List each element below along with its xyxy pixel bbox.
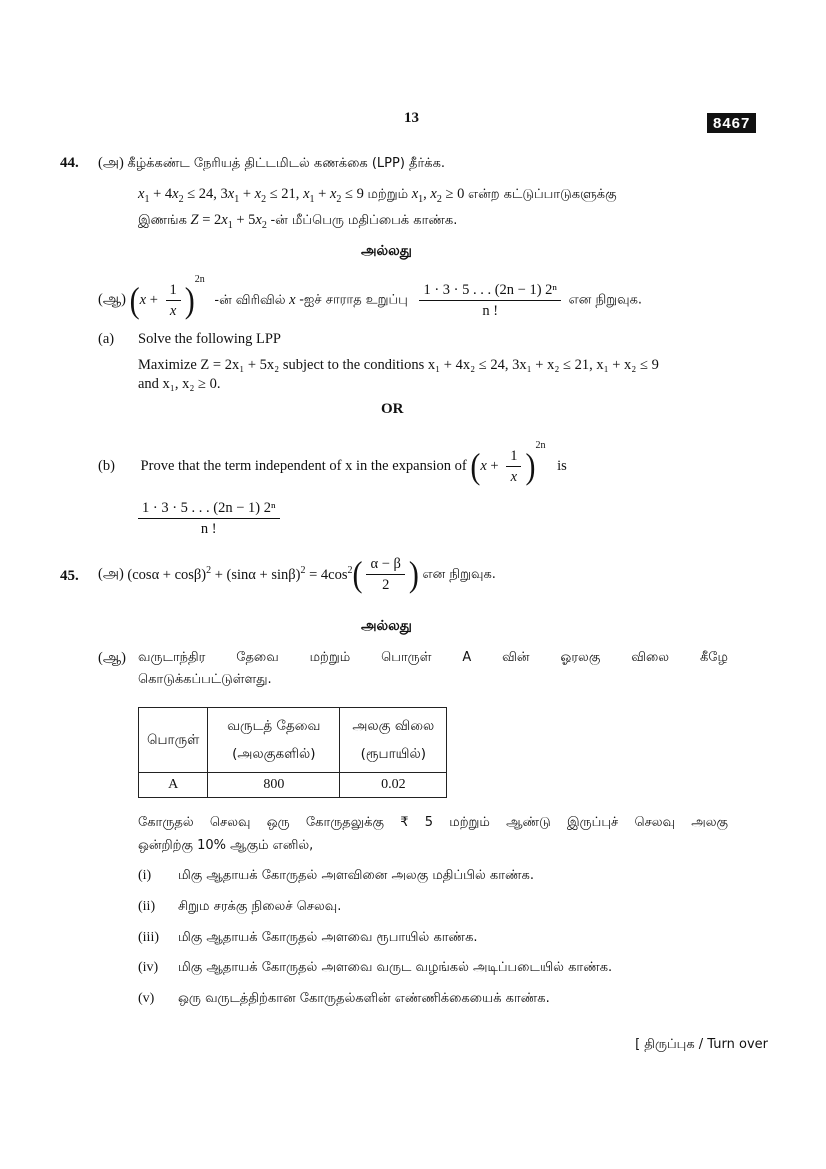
q44-en-a-title: Solve the following LPP (138, 331, 281, 347)
table-header-item: பொருள் (139, 708, 208, 773)
q45-or-tamil: அல்லது (361, 618, 412, 634)
table-cell-demand: 800 (208, 773, 340, 798)
q44-a-label: (அ) (98, 155, 124, 171)
list-item-text: ஒரு வருடத்திற்கான கோருதல்களின் எண்ணிக்கையைக் காண்க. (178, 991, 550, 1006)
list-item-label: (iii) (138, 930, 159, 945)
q44-en-b-label: (b) (98, 458, 115, 475)
q44-b-frac-num: 1 · 3 · 5 . . . (2n − 1) 2ⁿ (419, 282, 561, 301)
q44-a-text: கீழ்க்கண்ட நேரியத் திட்டமிடல் கணக்கை (LPP) தீர்க்க. (127, 156, 446, 171)
q44-b-label: (ஆ) (98, 291, 126, 308)
list-item-label: (v) (138, 991, 155, 1006)
question-44-number: 44. (60, 155, 79, 171)
table-header-unit-cost: அலகு விலை (ரூபாயில்) (340, 708, 447, 773)
list-item-label: (i) (138, 868, 152, 883)
list-item-text: சிறும சரக்கு நிலைச் செலவு. (178, 899, 342, 914)
q44-en-b-line: (b) Prove that the term independent of x in the expansion of (x + $\frac{1}{x}$ )$^{2n}$ is (98, 440, 567, 486)
q44-en-b-fraction: $\frac{\text{1 · 3 · 5 . . . (2n − 1) 2ⁿ}}{n !}$ (138, 500, 280, 538)
question-45-number: 45. (60, 568, 79, 584)
q44-en-a-label: (a) (98, 331, 115, 347)
q45-a-line: (அ) $(\cos\alpha + \cos\beta)^2 + (\sin\alpha + \sin\beta)^2 = 4\cos^2$( $\frac{\alpha - \beta}{2}$ ) என நிறுவுக. (98, 554, 496, 595)
q45-b-line2: கொடுக்கப்பட்டுள்ளது. (138, 672, 272, 687)
q44-or-tamil: அல்லது (361, 243, 412, 259)
table-cell-item: A (139, 773, 208, 798)
table-cell-unit-cost: 0.02 (340, 773, 447, 798)
q44-en-b-text: Prove that the term independent of x in the expansion of (140, 458, 467, 475)
turn-over-label: [ திருப்புக / Turn over (635, 1037, 768, 1052)
list-item-text: மிகு ஆதாயக் கோருதல் அளவை ரூபாயில் காண்க. (178, 930, 478, 945)
q44-b-line: (ஆ) (x + $\frac{1}{x}$ )$^{2n}$ -ன் விரிவில் x -ஐச் சாராத உறுப்பு $\frac{\text{1 · 3 · 5 . . . (2n − 1) 2ⁿ}}{n !}$ என நிறுவுக. (98, 274, 643, 320)
q45-para-line1: கோருதல் செலவு ஒரு கோருதலுக்கு ₹ 5 மற்றும் ஆண்டு இருப்புச் செலவு அலகு (138, 815, 728, 830)
page-number: 13 (404, 110, 419, 126)
table-header-demand: வருடத் தேவை (அலகுகளில்) (208, 708, 340, 773)
list-item-text: மிகு ஆதாயக் கோருதல் அளவினை அலகு மதிப்பில் காண்க. (178, 868, 534, 883)
q44-a-constraints: $x_1 + 4x_2 \le 24$, $3x_1 + x_2 \le 21$, $x_1 + x_2 \le 9$ மற்றும் $x_1$, $x_2 \ge 0$ என்ற கட்டுப்பாடுகளுக்கு (138, 186, 617, 205)
q44-a-constraints-tail: என்ற கட்டுப்பாடுகளுக்கு (467, 187, 617, 202)
q44-b-frac-den: n ! (482, 302, 499, 319)
q44-en-a-line3: and x₁, x₂ ≥ 0. (138, 376, 221, 392)
q44-or-english: OR (381, 401, 404, 417)
q44-a-line1 (98, 155, 445, 173)
table-row (139, 773, 447, 798)
q44-a-line3: இணங்க $Z = 2x_1 + 5x_2$ -ன் மீப்பெரு மதிப்பைக் காண்க. (138, 212, 458, 231)
list-item-label: (ii) (138, 899, 156, 914)
q44-en-a-line2: Maximize Z = 2x₁ + 5x₂ subject to the conditions x₁ + 4x₂ ≤ 24, 3x₁ + x₂ ≤ 21, x₁ + x₂ ≤ 9 (138, 357, 659, 373)
data-table (138, 707, 447, 798)
q45-para-line2: ஒன்றிற்கு 10% ஆகும் எனில், (138, 838, 314, 853)
list-item-text: மிகு ஆதாயக் கோருதல் அளவை வருட வழங்கல் அடிப்படையில் காண்க. (178, 960, 613, 975)
paper-code: 8467 (707, 113, 756, 133)
list-item-label: (iv) (138, 960, 159, 975)
q45-b-line1: வருடாந்திர தேவை மற்றும் பொருள் A வின் ஓரலகு விலை கீழே (138, 650, 728, 665)
q45-b-label: (ஆ) (98, 650, 126, 666)
q45-a-label: (அ) (98, 566, 124, 582)
